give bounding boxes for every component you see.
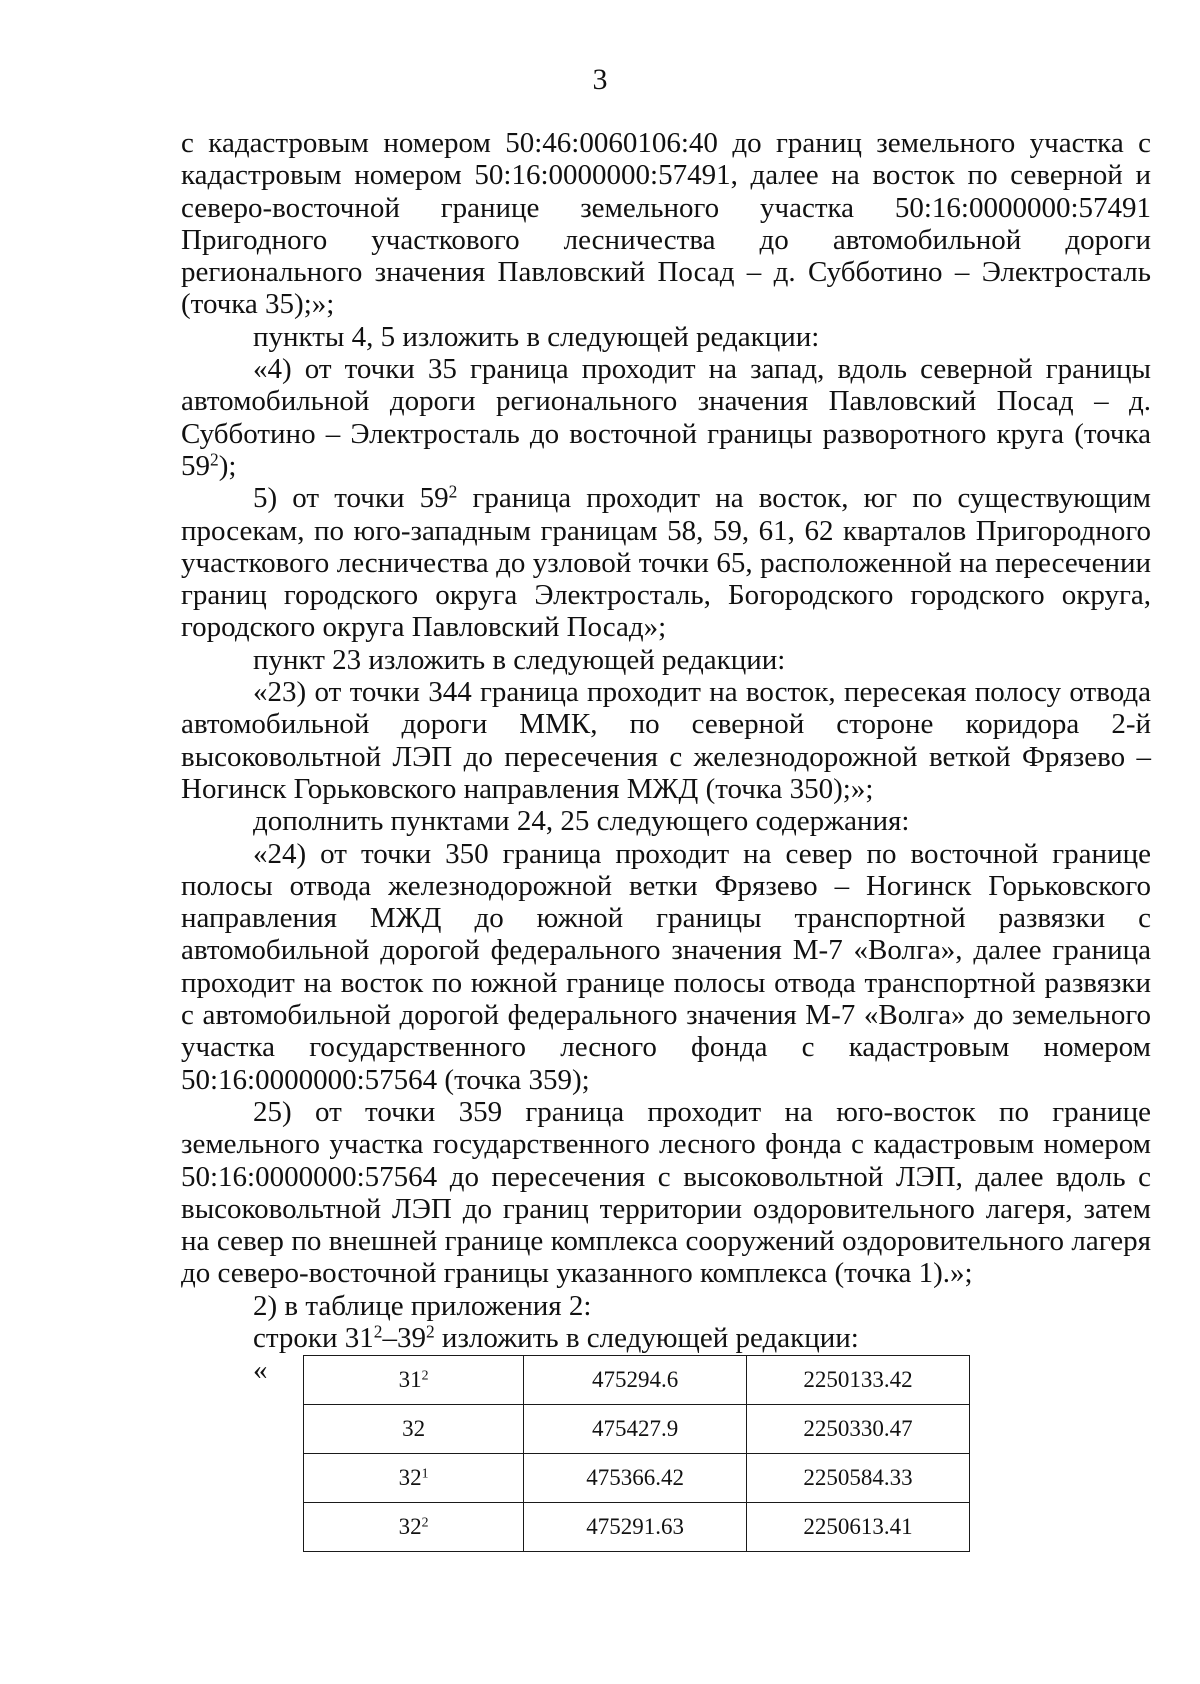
y-coordinate-cell: 2250330.47 [747, 1405, 970, 1454]
superscript: 2 [210, 449, 219, 470]
paragraph-text-mid: –39 [382, 1321, 426, 1354]
page-number: 3 [592, 63, 608, 96]
table-row [304, 1503, 970, 1552]
paragraph-9 [181, 1096, 1151, 1290]
x-coordinate-cell: 475427.9 [524, 1405, 747, 1454]
y-coordinate-cell: 2250133.42 [747, 1356, 970, 1405]
point-cell [304, 1503, 524, 1552]
body-text [181, 127, 1151, 1386]
paragraph-5 [181, 644, 1151, 676]
paragraph-text: «24) от точки 350 граница проходит на север по восточной границе полосы отвода железнодорожной ветки Фрязево – Ногинск Горьковского направления МЖД до южной границы транспортной развязки с автомобильной дорогой федерального значения М-7 «Волга», далее граница проходит на восток по южной границе полосы отвода транспортной развязки с автомобильной дорогой федерального значения М-7 «Волга» до земельного участка государственного лесного фонда с кадастровым номером 50:16:0000000:57564 (точка 359); [181, 837, 1151, 1096]
point-number: 32 [398, 1465, 422, 1490]
point-number: 32 [402, 1416, 426, 1441]
paragraph-text: «23) от точки 344 граница проходит на восток, пересекая полосу отвода автомобильной дороги ММК, по северной стороне коридора 2-й высоковольтной ЛЭП до пересечения с железнодорожной веткой Фрязево – Ногинск Горьковского направления МЖД (точка 350);»; [181, 676, 1151, 805]
paragraph-text: «4) от точки 35 граница проходит на запад, вдоль северной границы автомобильной дороги регионального значения Павловский Посад – д. Субботино – Электросталь до восточной границы разворотного круга (точка 59 [181, 353, 1151, 482]
paragraph-text-tail: ); [218, 449, 237, 482]
paragraph-text: дополнить пунктами 24, 25 следующего содержания: [253, 805, 910, 838]
x-coordinate-cell: 475294.6 [524, 1356, 747, 1405]
paragraph-7 [181, 805, 1151, 837]
paragraph-3 [181, 353, 1151, 482]
paragraph-text: пункты 4, 5 изложить в следующей редакции: [253, 320, 820, 353]
paragraph-4 [181, 482, 1151, 643]
point-cell [304, 1454, 524, 1503]
point-superscript: 1 [421, 1465, 429, 1481]
paragraph-text: строки 31 [253, 1321, 374, 1354]
superscript: 2 [448, 481, 458, 502]
coordinates-table [303, 1355, 970, 1552]
paragraph-text: 5) от точки 59 [253, 482, 449, 515]
table-row [304, 1454, 970, 1503]
paragraph-text: с кадастровым номером 50:46:0060106:40 до границ земельного участка с кадастровым номером 50:16:0000000:57491, далее на восток по северной и северо-восточной границе земельного участка 50:16:0000000:57491 Пригодного участкового лесничества до автомобильной дороги регионального значения Павловский Посад – д. Субботино – Электросталь (точка 35);»; [181, 127, 1151, 321]
point-number: 31 [398, 1367, 422, 1392]
x-coordinate-cell: 475366.42 [524, 1454, 747, 1503]
superscript: 2 [425, 1321, 435, 1342]
y-coordinate-cell: 2250584.33 [747, 1454, 970, 1503]
paragraph-6 [181, 676, 1151, 805]
paragraph-text-tail: граница проходит на восток, юг по существующим просекам, по юго-западным границам 58, 59, 61, 62 кварталов Пригородного участкового лесничества до узловой точки 65, расположенной на пересечении границ городского округа Электросталь, Богородского городского округа, городского округа Павловский Посад»; [181, 482, 1152, 644]
superscript: 2 [373, 1321, 383, 1342]
point-cell [304, 1405, 524, 1454]
paragraph-1 [181, 127, 1151, 321]
paragraph-8 [181, 838, 1151, 1096]
paragraph-11 [181, 1322, 1151, 1354]
point-cell [304, 1356, 524, 1405]
paragraph-text: 2) в таблице приложения 2: [253, 1289, 592, 1322]
paragraph-text-tail: изложить в следующей редакции: [434, 1321, 859, 1354]
paragraph-text: 25) от точки 359 граница проходит на юго-восток по границе земельного участка государственного лесного фонда с кадастровым номером 50:16:0000000:57564 до пересечения с высоковольтной ЛЭП, далее вдоль с высоковольтной ЛЭП до границ территории оздоровительного лагеря, затем на север по внешней границе комплекса сооружений оздоровительного лагеря до северо-восточной границы указанного комплекса (точка 1).»; [181, 1095, 1151, 1290]
point-number: 32 [398, 1514, 422, 1539]
paragraph-10 [181, 1290, 1151, 1322]
table-row [304, 1405, 970, 1454]
opening-quote: « [253, 1354, 268, 1387]
table-row [304, 1356, 970, 1405]
y-coordinate-cell: 2250613.41 [747, 1503, 970, 1552]
point-superscript: 2 [421, 1367, 429, 1383]
paragraph-2 [181, 321, 1151, 353]
point-superscript: 2 [421, 1514, 429, 1530]
paragraph-text: пункт 23 изложить в следующей редакции: [253, 643, 786, 676]
x-coordinate-cell: 475291.63 [524, 1503, 747, 1552]
